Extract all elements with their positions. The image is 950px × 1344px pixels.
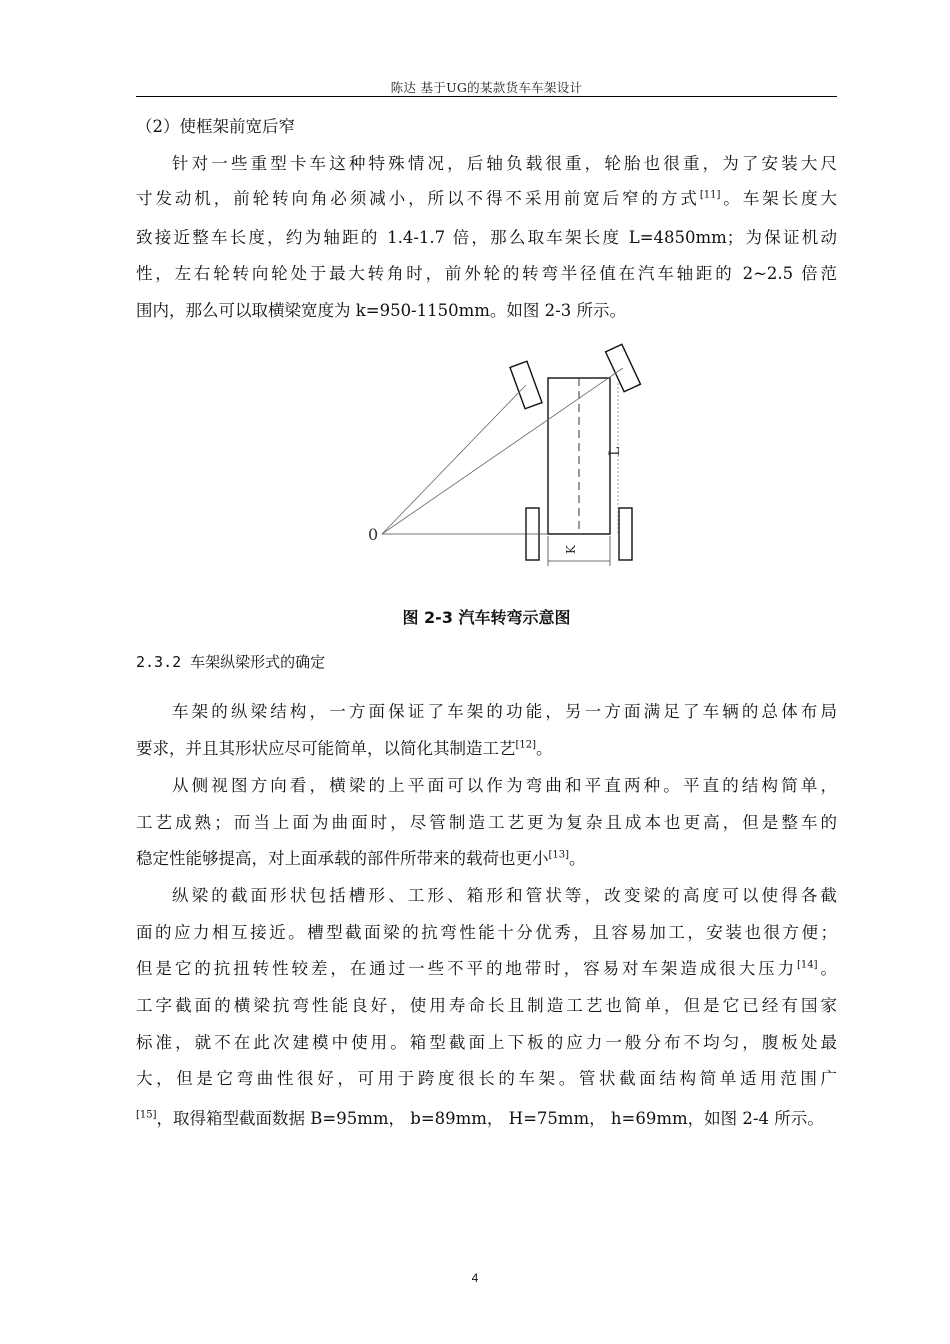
para2-line2-tail: 。 (536, 739, 553, 758)
para4-line3-tail: 。 (817, 959, 838, 978)
origin-label: 0 (368, 525, 379, 544)
para4-line3 (136, 961, 837, 978)
para4-line1: 纵梁的截面形状包括槽形、工形、箱形和管状等，改变梁的高度可以使得各截 (172, 886, 837, 905)
para4-line5: 标准，就不在此次建模中使用。箱型截面上下板的应力一般分布不均匀，腹板处最 (136, 1033, 837, 1052)
subsection-heading: 2.3.2 车架纵梁形式的确定 (136, 653, 326, 671)
length-label: L (607, 446, 623, 456)
para1-line4: 性，左右轮转向轮处于最大转角时，前外轮的转弯半径值在汽车轴距的 2~2.5 倍范 (136, 264, 837, 283)
running-header: 陈达 基于UG的某款货车车架设计 (390, 80, 583, 95)
para4-line2: 面的应力相互接近。槽型截面梁的抗弯性能十分优秀，且容易加工，安装也很方便； (136, 923, 837, 942)
para4-line7-text: ，取得箱型截面数据 B=95mm， b=89mm， H=75mm， h=69mm，如图 2-4 所示。 (156, 1109, 824, 1128)
para4-line3-text: 但是它的抗扭转性较差，在通过一些不平的地带时，容易对车架造成很大压力 (136, 959, 798, 978)
para3-line3-text: 稳定性能够提高，对上面承载的部件所带来的载荷也更小 (136, 849, 549, 868)
section-heading: （2）使框架前宽后窄 (136, 117, 295, 136)
turning-diagram (360, 338, 650, 574)
para1-line5: 围内，那么可以取横梁宽度为 k=950-1150mm。如图 2-3 所示。 (136, 301, 626, 320)
para1-line2-text: 寸发动机，前轮转向角必须减小，所以不得不采用前宽后窄的方式 (136, 189, 700, 208)
para2-line2-text: 要求，并且其形状应尽可能简单，以简化其制造工艺 (136, 739, 516, 758)
para3-line3 (136, 851, 837, 868)
para4-line7 (136, 1111, 837, 1128)
para3-line1: 从侧视图方向看，横梁的上平面可以作为弯曲和平直两种。平直的结构简单， (172, 776, 837, 795)
width-label: K (564, 545, 578, 554)
page-number: 4 (471, 1271, 479, 1285)
figure-caption: 图 2-3 汽车转弯示意图 (402, 608, 571, 627)
para3-line2: 工艺成熟；而当上面为曲面时，尽管制造工艺更为复杂且成本也更高，但是整车的 (136, 813, 837, 832)
para4-line6: 大，但是它弯曲性很好，可用于跨度很长的车架。管状截面结构简单适用范围广 (136, 1069, 837, 1088)
citation-12: [12] (515, 739, 537, 751)
para3-line3-tail: 。 (569, 849, 586, 868)
citation-15: [15] (136, 1109, 157, 1121)
para2-line2 (136, 741, 837, 758)
para1-line3: 致接近整车长度，约为轴距的 1.4-1.7 倍，那么取车架长度 L=4850mm；为保证机动 (136, 228, 837, 247)
citation-14: [14] (797, 959, 818, 971)
rear-right-wheel (619, 508, 632, 560)
radius-line-inner (382, 385, 526, 534)
para4-line4: 工字截面的横梁抗弯性能良好，使用寿命长且制造工艺也简单，但是它已经有国家 (136, 996, 837, 1015)
para1-line1: 针对一些重型卡车这种特殊情况，后轴负载很重，轮胎也很重，为了安装大尺 (172, 154, 837, 173)
citation-13: [13] (548, 849, 570, 861)
para1-line2-tail: 。车架长度大 (720, 189, 838, 208)
para1-line2 (136, 191, 837, 208)
citation-11: [11] (699, 189, 721, 201)
para2-line1: 车架的纵梁结构，一方面保证了车架的功能，另一方面满足了车辆的总体布局 (172, 702, 837, 721)
header-rule (136, 96, 837, 97)
